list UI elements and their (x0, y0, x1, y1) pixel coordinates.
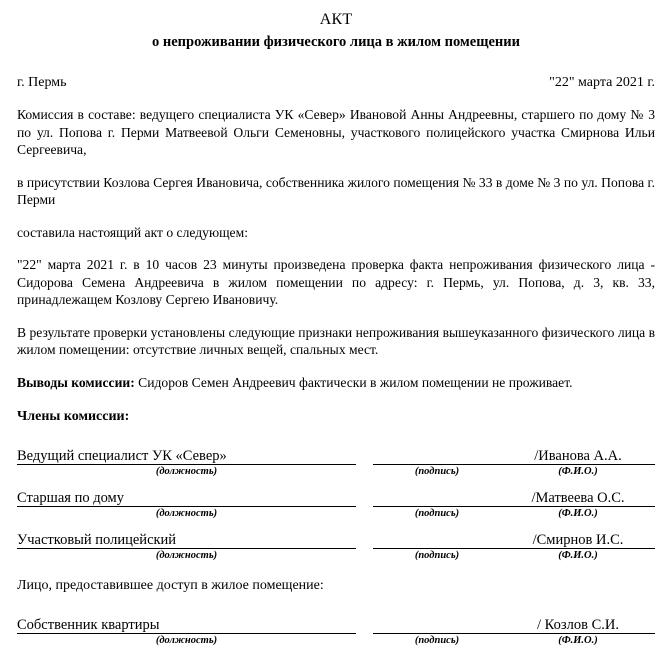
access-heading: Лицо, предоставившее доступ в жилое помещение: (17, 578, 324, 593)
signature-row (17, 521, 655, 549)
signature-row (17, 437, 655, 465)
caption-signature: (подпись) (414, 466, 460, 477)
signature-field[interactable] (373, 489, 501, 507)
caption-signature: (подпись) (414, 635, 460, 646)
conclusion-text: Сидоров Семен Андреевич фактически в жилом помещении не проживает. (134, 374, 573, 390)
signature-row (17, 479, 655, 507)
position-value: Старшая по дому (17, 490, 124, 506)
fio-field[interactable] (501, 447, 655, 465)
caption-position: (должность) (155, 550, 218, 561)
caption-signature: (подпись) (414, 508, 460, 519)
signature-field[interactable] (373, 447, 501, 465)
fio-field[interactable] (501, 489, 655, 507)
paragraph-conclusion (17, 374, 655, 392)
caption-fio: (Ф.И.О.) (558, 466, 598, 477)
city-label: г. Пермь (17, 75, 67, 90)
caption-row (17, 634, 655, 648)
paragraph-inspection: "22" марта 2021 г. в 10 часов 23 минуты произведена проверка факта непроживания физического лица - Сидорова Семена Андреевича в жилом помещении по адресу: г. Пермь, ул. Попова, д. 3, кв. 33, принадлежащем Козлову Сергею Ивановичу. (17, 257, 655, 307)
caption-row (17, 507, 655, 521)
caption-fio: (Ф.И.О.) (558, 635, 598, 646)
conclusion-label: Выводы комиссии: (17, 374, 135, 390)
caption-position: (должность) (155, 508, 218, 519)
document-body (17, 0, 655, 648)
caption-row (17, 549, 655, 563)
position-field[interactable] (17, 489, 356, 507)
page-subtitle: о непроживании физического лица в жилом помещении (152, 34, 520, 50)
position-field[interactable] (17, 616, 356, 634)
fio-value: /Иванова А.А. (534, 448, 622, 464)
signature-field[interactable] (373, 531, 501, 549)
access-person-block (17, 606, 655, 648)
signature-field[interactable] (373, 616, 501, 634)
position-value: Участковый полицейский (17, 532, 177, 548)
paragraph-findings: В результате проверки установлены следующие признаки непроживания вышеуказанного физического лица в жилом помещении: отсутствие личных вещей, спальных мест. (17, 324, 656, 357)
position-value: Ведущий специалист УК «Север» (17, 448, 227, 464)
fio-field[interactable] (501, 616, 655, 634)
members-heading: Члены комиссии: (17, 409, 130, 424)
commission-members-block (17, 437, 655, 563)
caption-signature: (подпись) (414, 550, 460, 561)
paragraph-presence: в присутствии Козлова Сергея Ивановича, собственника жилого помещения № 33 в доме № 3 по ул. Попова г. Перми (17, 174, 655, 207)
fio-value: / Козлов С.И. (537, 617, 619, 633)
place-date-row (17, 75, 655, 91)
caption-position: (должность) (155, 635, 218, 646)
caption-fio: (Ф.И.О.) (558, 508, 598, 519)
caption-row (17, 465, 655, 479)
fio-field[interactable] (501, 531, 655, 549)
position-value: Собственник квартиры (17, 617, 160, 633)
signature-row (17, 606, 655, 634)
paragraph-commission: Комиссия в составе: ведущего специалиста УК «Север» Ивановой Анны Андреевны, старшего по дому № 3 по ул. Попова г. Перми Матвеевой Ольги Семеновны, участкового полицейского участка Смирнова Ильи Сергеевича, (17, 107, 655, 157)
paragraph-drafted: составила настоящий акт о следующем: (17, 224, 248, 240)
position-field[interactable] (17, 447, 356, 465)
caption-fio: (Ф.И.О.) (558, 550, 598, 561)
fio-value: /Матвеева О.С. (531, 490, 625, 506)
position-field[interactable] (17, 531, 356, 549)
date-label: "22" марта 2021 г. (549, 75, 655, 90)
fio-value: /Смирнов И.С. (532, 532, 624, 548)
page-title: АКТ (319, 11, 353, 28)
caption-position: (должность) (155, 466, 218, 477)
